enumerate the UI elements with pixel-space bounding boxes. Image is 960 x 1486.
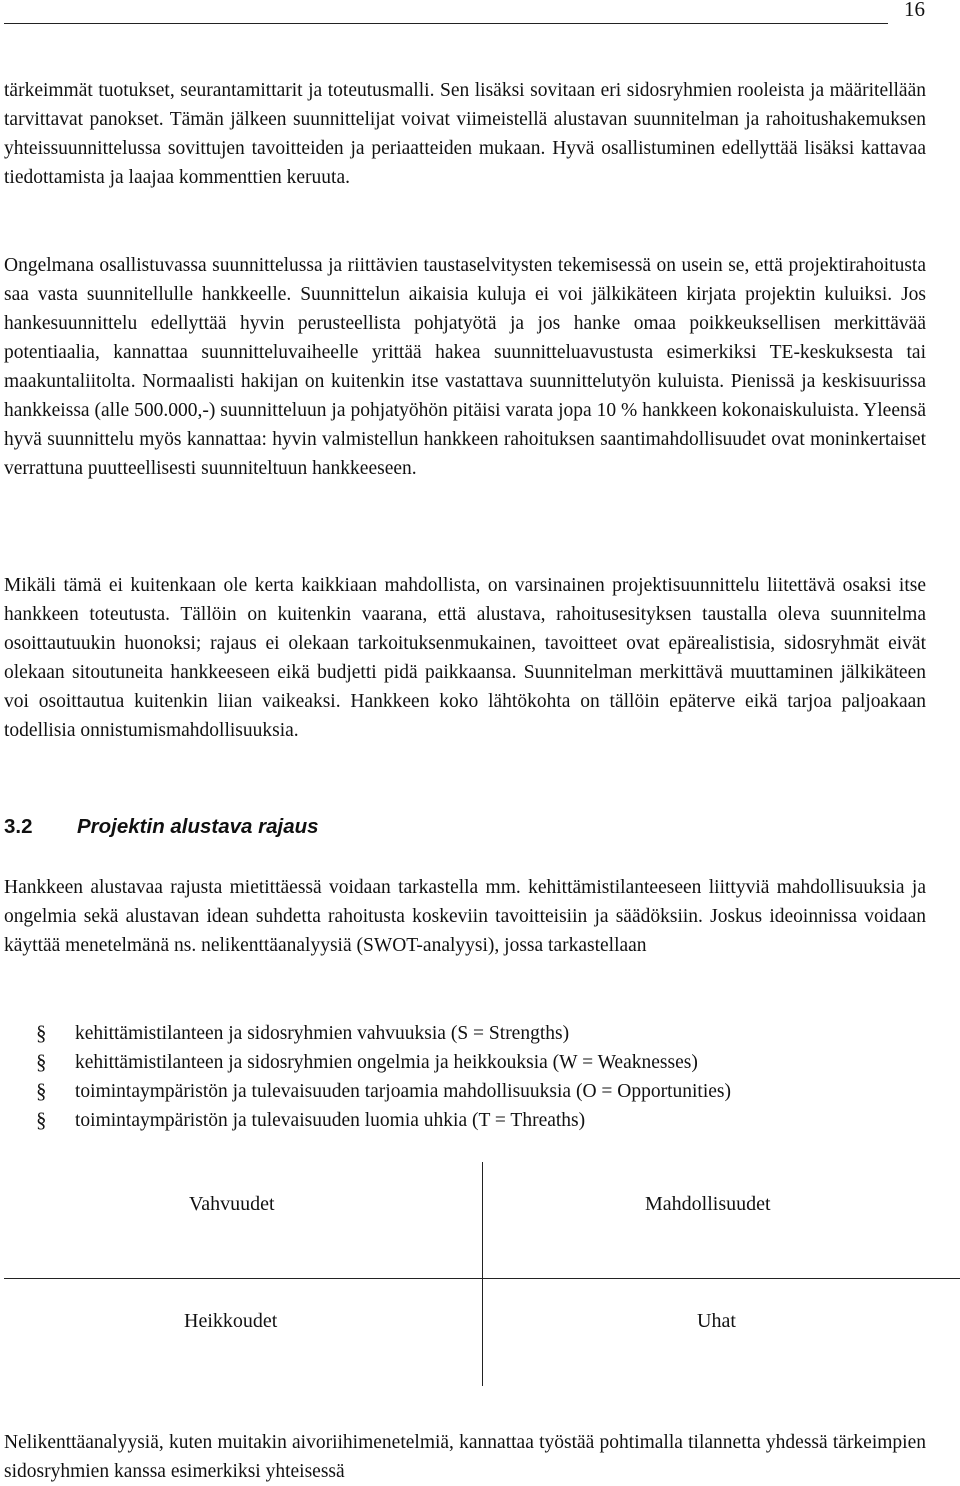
page-number: 16	[904, 0, 925, 21]
swot-opportunities-label: Mahdollisuudet	[645, 1193, 771, 1215]
intro-paragraph: Hankkeen alustavaa rajusta mietittäessä voidaan tarkastella mm. kehittämistilanteeseen liittyviä mahdollisuuksia ja ongelmia sekä alustavan idean suhdetta rahoitusta koskeviin tavoitteisiin ja säädöksiin. Joskus ideoinnissa voidaan käyttää menetelmänä ns. nelikenttäanalyysiä (SWOT-analyysi), jossa tarkastellaan	[4, 877, 926, 956]
section-heading	[4, 815, 319, 839]
swot-horizontal-divider	[4, 1278, 960, 1279]
section-sign-bullet-icon: §	[36, 1050, 47, 1074]
list-item: § kehittämistilanteen ja sidosryhmien ongelmia ja heikkouksia (W = Weaknesses)	[36, 1048, 731, 1077]
section-sign-bullet-icon: §	[36, 1079, 47, 1103]
paragraph-3: Mikäli tämä ei kuitenkaan ole kerta kaikkiaan mahdollista, on varsinainen projektisuunnittelu liitettävä osaksi itse hankkeen toteutusta. Tällöin on kuitenkin vaarana, että alustava, rahoitusesityksen taustalla oleva suunnitelma osoittautuukin huonoksi; rajaus ei olekaan tarkoituksenmukainen, tavoitteet ovat epärealistisia, sidosryhmät eivät olekaan sitoutuneita hankkeeseen eikä budjetti pidä paikkaansa. Suunnitelman merkittävä muuttaminen jälkikäteen voi osoittautua kuitenkin liian vaikeaksi. Hankkeen koko lähtökohta on tällöin epäterve eikä tarjoa paljoakaan todellisia onnistumismahdollisuuksia.	[4, 575, 926, 741]
swot-bullet-list	[36, 1019, 731, 1135]
header-rule	[4, 23, 888, 24]
paragraph-2: Ongelmana osallistuvassa suunnittelussa ja riittävien taustaselvitysten tekemisessä on usein se, että projektirahoitusta saa vasta suunnitellulle hankkeelle. Suunnittelun aikaisia kuluja ei voi jälkikäteen kirjata projektin kuluiksi. Jos hankesuunnittelu edellyttää hyvin perusteellista pohjatyötä ja jos hanke omaa poikkeuksellisen merkittävää potentiaalia, kannattaa suunnitteluvaiheelle yrittää hakea suunnitteluavustusta esimerkiksi TE-keskuksesta tai maakuntaliitolta. Normaalisti hakijan on kuitenkin itse vastattava suunnittelutyön kuluista. Pienissä ja keskisuurissa hankkeissa (alle 500.000,-) suunnitteluun ja pohjatyöhön pitäisi varata jopa 10 % hankkeen kokonaiskuluista. Yleensä hyvä suunnittelu myös kannattaa: hyvin valmistellun hankkeen rahoituksen saantimahdollisuudet ovat moninkertaiset verrattuna puutteellisesti suunniteltuun hankkeeseen.	[4, 255, 926, 479]
paragraph-1: tärkeimmät tuotukset, seurantamittarit ja toteutusmalli. Sen lisäksi sovitaan eri sidosryhmien rooleista ja määritellään tarvittavat panokset. Tämän jälkeen suunnittelijat voivat viimeistellä alustavan suunnitelman ja rahoitushakemuksen yhteissuunnittelussa sovittujen tavoitteiden ja periaatteiden mukaan. Hyvä osallistuminen edellyttää lisäksi kattavaa tiedottamista ja laajaa kommenttien keruuta.	[4, 80, 926, 188]
section-sign-bullet-icon: §	[36, 1108, 47, 1132]
section-number: 3.2	[4, 815, 33, 838]
swot-vertical-divider	[482, 1162, 483, 1386]
swot-strengths-label: Vahvuudet	[189, 1193, 275, 1215]
swot-weaknesses-label: Heikkoudet	[184, 1310, 278, 1332]
swot-threats-label: Uhat	[697, 1310, 736, 1332]
list-item: § kehittämistilanteen ja sidosryhmien vahvuuksia (S = Strengths)	[36, 1019, 731, 1048]
list-item: § toimintaympäristön ja tulevaisuuden tarjoamia mahdollisuuksia (O = Opportunities)	[36, 1077, 731, 1106]
closing-paragraph: Nelikenttäanalyysiä, kuten muitakin aivoriihimenetelmiä, kannattaa työstää pohtimalla tilannetta yhdessä tärkeimpien sidosryhmien kanssa esimerkiksi yhteisessä	[4, 1432, 926, 1482]
section-sign-bullet-icon: §	[36, 1021, 47, 1045]
section-title: Projektin alustava rajaus	[77, 815, 319, 838]
list-item: § toimintaympäristön ja tulevaisuuden luomia uhkia (T = Threaths)	[36, 1106, 731, 1135]
